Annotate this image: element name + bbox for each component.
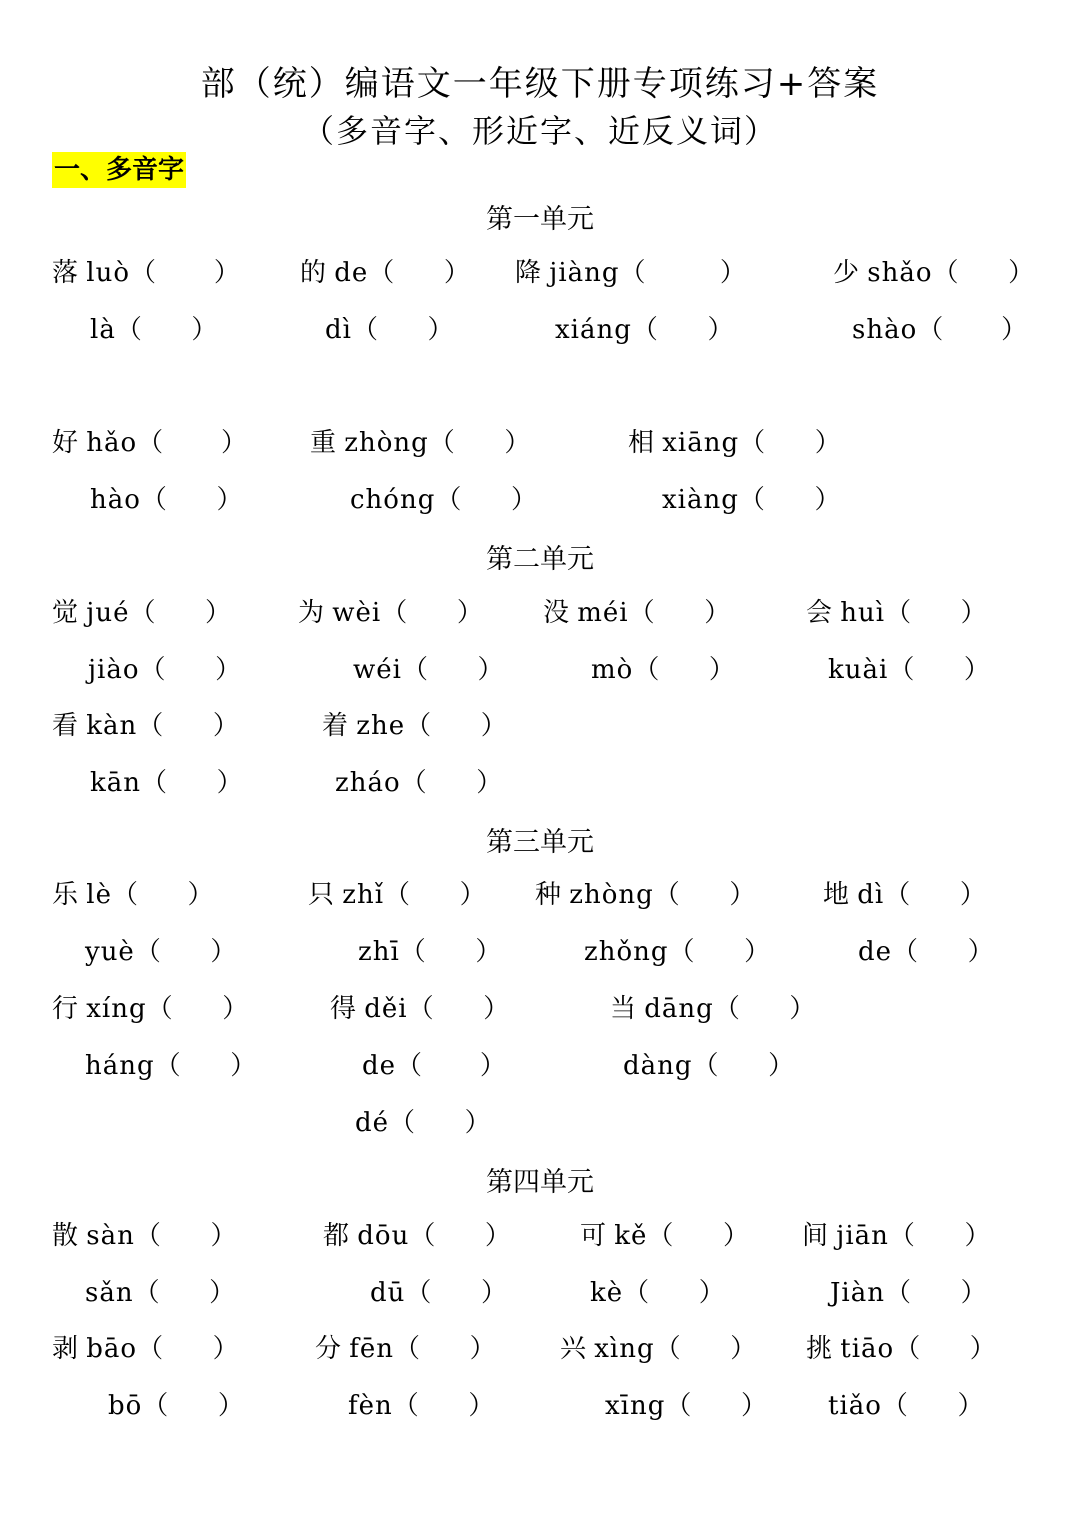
answer-blank[interactable]: （ ） bbox=[139, 655, 242, 685]
pinyin: lè bbox=[86, 880, 112, 910]
character: 可 bbox=[580, 1221, 615, 1251]
pinyin-entry bbox=[52, 596, 231, 630]
pinyin-entry bbox=[330, 992, 509, 1026]
pinyin: zhe bbox=[356, 711, 406, 741]
answer-blank[interactable]: （ ） bbox=[396, 1051, 506, 1081]
pinyin: shǎo bbox=[867, 258, 933, 288]
pinyin-entry bbox=[806, 1332, 996, 1366]
pinyin-entry bbox=[348, 1389, 494, 1423]
answer-blank[interactable]: （ ） bbox=[401, 655, 504, 685]
character: 间 bbox=[802, 1221, 837, 1251]
answer-blank[interactable]: （ ） bbox=[129, 598, 232, 628]
answer-blank[interactable]: （ ） bbox=[647, 1221, 750, 1251]
character: 看 bbox=[52, 711, 87, 741]
pinyin-entry bbox=[335, 766, 502, 800]
pinyin-entry bbox=[535, 878, 755, 912]
pinyin-entry bbox=[322, 709, 507, 743]
character: 觉 bbox=[52, 598, 87, 628]
pinyin-entry bbox=[90, 766, 243, 800]
pinyin-entry bbox=[584, 935, 770, 969]
answer-blank[interactable]: （ ） bbox=[892, 937, 994, 967]
answer-blank[interactable]: （ ） bbox=[140, 485, 243, 515]
pinyin-entry bbox=[300, 256, 470, 290]
pinyin: mò bbox=[591, 655, 634, 685]
pinyin-entry bbox=[830, 1276, 987, 1310]
pinyin: hǎo bbox=[86, 428, 138, 458]
pinyin-entry bbox=[628, 426, 841, 460]
pinyin-entry bbox=[828, 1389, 984, 1423]
answer-blank[interactable]: （ ） bbox=[111, 880, 214, 910]
character: 落 bbox=[52, 258, 87, 288]
pinyin-entry bbox=[591, 653, 735, 687]
pinyin: xíng bbox=[86, 994, 147, 1024]
pinyin-entry bbox=[308, 878, 486, 912]
character: 种 bbox=[535, 880, 570, 910]
pinyin-entry bbox=[353, 653, 504, 687]
pinyin: dì bbox=[857, 880, 885, 910]
answer-blank[interactable]: （ ） bbox=[917, 315, 1028, 345]
pinyin: xiāng bbox=[662, 428, 740, 458]
pinyin-entry bbox=[555, 313, 733, 347]
answer-blank[interactable]: （ ） bbox=[619, 258, 746, 288]
pinyin: xiáng bbox=[555, 315, 632, 345]
pinyin: wèi bbox=[332, 598, 382, 628]
pinyin: de bbox=[334, 258, 369, 288]
answer-blank[interactable]: （ ） bbox=[932, 258, 1035, 288]
answer-blank[interactable]: （ ） bbox=[885, 598, 987, 628]
pinyin: zhī bbox=[358, 937, 400, 967]
pinyin: zhǒng bbox=[584, 937, 669, 967]
answer-blank[interactable]: （ ） bbox=[881, 1391, 984, 1421]
character: 散 bbox=[52, 1221, 87, 1251]
unit-heading: 第四单元 bbox=[486, 1167, 594, 1198]
character: 没 bbox=[543, 598, 578, 628]
pinyin-entry bbox=[52, 709, 239, 743]
character: 重 bbox=[310, 428, 345, 458]
pinyin-entry bbox=[806, 596, 987, 630]
pinyin: yuè bbox=[85, 937, 135, 967]
answer-blank[interactable]: （ ） bbox=[134, 1221, 237, 1251]
pinyin: bō bbox=[108, 1391, 143, 1421]
pinyin-entry bbox=[580, 1219, 749, 1253]
answer-blank[interactable]: （ ） bbox=[631, 315, 734, 345]
pinyin-entry bbox=[52, 256, 240, 290]
pinyin-entry bbox=[52, 1332, 239, 1366]
pinyin: jiān bbox=[836, 1221, 889, 1251]
answer-blank[interactable]: （ ） bbox=[435, 485, 537, 515]
pinyin-entry bbox=[370, 1276, 507, 1310]
pinyin: là bbox=[90, 315, 116, 345]
pinyin-entry bbox=[90, 483, 243, 517]
pinyin-entry bbox=[543, 596, 730, 630]
pinyin-entry bbox=[358, 935, 501, 969]
character: 当 bbox=[610, 994, 645, 1024]
pinyin-entry bbox=[802, 1219, 990, 1253]
answer-blank[interactable]: （ ） bbox=[384, 880, 486, 910]
answer-blank[interactable]: （ ） bbox=[407, 994, 510, 1024]
pinyin-entry bbox=[858, 935, 994, 969]
pinyin: kàn bbox=[86, 711, 138, 741]
pinyin-entry bbox=[662, 483, 840, 517]
pinyin-entry bbox=[88, 653, 241, 687]
answer-blank[interactable]: （ ） bbox=[394, 1334, 496, 1364]
character: 为 bbox=[298, 598, 333, 628]
answer-blank[interactable]: （ ） bbox=[389, 1108, 491, 1138]
pinyin-entry bbox=[315, 1332, 496, 1366]
pinyin-entry bbox=[90, 313, 217, 347]
pinyin: Jiàn bbox=[830, 1278, 885, 1308]
pinyin: zhòng bbox=[344, 428, 429, 458]
answer-blank[interactable]: （ ） bbox=[628, 598, 731, 628]
pinyin-entry bbox=[85, 1276, 235, 1310]
pinyin-entry bbox=[85, 1049, 256, 1083]
pinyin: kě bbox=[614, 1221, 648, 1251]
pinyin-entry bbox=[610, 992, 815, 1026]
answer-blank[interactable]: （ ） bbox=[894, 1334, 996, 1364]
character: 都 bbox=[323, 1221, 358, 1251]
answer-blank[interactable]: （ ） bbox=[351, 315, 454, 345]
pinyin: xiàng bbox=[662, 485, 739, 515]
pinyin: sàn bbox=[86, 1221, 135, 1251]
pinyin: fēn bbox=[349, 1334, 395, 1364]
pinyin: huì bbox=[840, 598, 886, 628]
pinyin-entry bbox=[52, 992, 248, 1026]
answer-blank[interactable]: （ ） bbox=[405, 711, 507, 741]
unit-heading: 第一单元 bbox=[486, 204, 594, 235]
character: 挑 bbox=[806, 1334, 841, 1364]
pinyin-entry bbox=[823, 878, 986, 912]
pinyin: háng bbox=[85, 1051, 155, 1081]
pinyin: hào bbox=[90, 485, 141, 515]
pinyin-entry bbox=[52, 426, 247, 460]
answer-blank[interactable]: （ ） bbox=[428, 428, 531, 458]
pinyin: dé bbox=[355, 1108, 390, 1138]
answer-blank[interactable]: （ ） bbox=[133, 1278, 236, 1308]
answer-blank[interactable]: （ ） bbox=[668, 937, 771, 967]
pinyin-entry bbox=[605, 1389, 767, 1423]
answer-blank[interactable]: （ ） bbox=[137, 428, 248, 458]
answer-blank[interactable]: （ ） bbox=[884, 880, 986, 910]
pinyin: tiǎo bbox=[828, 1391, 882, 1421]
pinyin: shào bbox=[852, 315, 918, 345]
answer-blank[interactable]: （ ） bbox=[739, 428, 841, 458]
pinyin-entry bbox=[852, 313, 1027, 347]
section-heading: 一、多音字 bbox=[52, 152, 186, 188]
pinyin-entry bbox=[828, 653, 990, 687]
pinyin: sǎn bbox=[85, 1278, 134, 1308]
character: 分 bbox=[315, 1334, 350, 1364]
answer-blank[interactable]: （ ） bbox=[405, 1278, 507, 1308]
pinyin: de bbox=[858, 937, 893, 967]
pinyin: kān bbox=[90, 768, 142, 798]
answer-blank[interactable]: （ ） bbox=[399, 937, 502, 967]
pinyin-entry bbox=[590, 1276, 725, 1310]
pinyin: dàng bbox=[623, 1051, 693, 1081]
character: 行 bbox=[52, 994, 87, 1024]
pinyin: kuài bbox=[828, 655, 889, 685]
pinyin: zhòng bbox=[569, 880, 654, 910]
answer-blank[interactable]: （ ） bbox=[137, 1334, 239, 1364]
pinyin: de bbox=[362, 1051, 397, 1081]
pinyin-entry bbox=[623, 1049, 794, 1083]
page-subtitle: （多音字、形近字、近反义词） bbox=[301, 112, 778, 150]
character: 得 bbox=[330, 994, 365, 1024]
answer-blank[interactable]: （ ） bbox=[381, 598, 483, 628]
answer-blank[interactable]: （ ） bbox=[738, 485, 841, 515]
pinyin-entry bbox=[298, 596, 483, 630]
character: 地 bbox=[823, 880, 858, 910]
pinyin-entry bbox=[85, 935, 236, 969]
answer-blank[interactable]: （ ） bbox=[146, 994, 249, 1024]
pinyin: jiàng bbox=[549, 258, 620, 288]
pinyin: jiào bbox=[88, 655, 140, 685]
answer-blank[interactable]: （ ） bbox=[623, 1278, 725, 1308]
pinyin: děi bbox=[364, 994, 408, 1024]
answer-blank[interactable]: （ ） bbox=[154, 1051, 257, 1081]
pinyin-entry bbox=[833, 256, 1034, 290]
answer-blank[interactable]: （ ） bbox=[888, 655, 990, 685]
pinyin: luò bbox=[86, 258, 130, 288]
answer-blank[interactable]: （ ） bbox=[409, 1221, 511, 1251]
answer-blank[interactable]: （ ） bbox=[713, 994, 816, 1024]
character: 会 bbox=[806, 598, 841, 628]
pinyin: fèn bbox=[348, 1391, 393, 1421]
answer-blank[interactable]: （ ） bbox=[400, 768, 503, 798]
pinyin-entry bbox=[52, 1219, 236, 1253]
answer-blank[interactable]: （ ） bbox=[134, 937, 237, 967]
pinyin-entry bbox=[350, 483, 537, 517]
unit-heading: 第三单元 bbox=[486, 827, 594, 858]
pinyin-entry bbox=[355, 1106, 491, 1140]
answer-blank[interactable]: （ ） bbox=[884, 1278, 987, 1308]
pinyin: dōu bbox=[357, 1221, 410, 1251]
pinyin: tiāo bbox=[840, 1334, 895, 1364]
pinyin: xìng bbox=[594, 1334, 655, 1364]
answer-blank[interactable]: （ ） bbox=[888, 1221, 991, 1251]
answer-blank[interactable]: （ ） bbox=[692, 1051, 795, 1081]
pinyin: chóng bbox=[350, 485, 436, 515]
answer-blank[interactable]: （ ） bbox=[633, 655, 735, 685]
answer-blank[interactable]: （ ） bbox=[368, 258, 470, 288]
character: 好 bbox=[52, 428, 87, 458]
answer-blank[interactable]: （ ） bbox=[115, 315, 218, 345]
pinyin-entry bbox=[310, 426, 530, 460]
character: 剥 bbox=[52, 1334, 87, 1364]
pinyin-entry bbox=[108, 1389, 244, 1423]
pinyin: zháo bbox=[335, 768, 401, 798]
pinyin: jué bbox=[86, 598, 130, 628]
character: 着 bbox=[322, 711, 357, 741]
character: 只 bbox=[308, 880, 343, 910]
character: 的 bbox=[300, 258, 335, 288]
pinyin-entry bbox=[323, 1219, 511, 1253]
pinyin-entry bbox=[560, 1332, 756, 1366]
pinyin-entry bbox=[515, 256, 746, 290]
character: 相 bbox=[628, 428, 663, 458]
unit-heading: 第二单元 bbox=[486, 544, 594, 575]
answer-blank[interactable]: （ ） bbox=[141, 768, 243, 798]
pinyin: dū bbox=[370, 1278, 406, 1308]
answer-blank[interactable]: （ ） bbox=[654, 1334, 757, 1364]
pinyin-entry bbox=[52, 878, 214, 912]
answer-blank[interactable]: （ ） bbox=[129, 258, 240, 288]
pinyin: dì bbox=[325, 315, 352, 345]
character: 兴 bbox=[560, 1334, 595, 1364]
pinyin: zhǐ bbox=[342, 880, 385, 910]
page-title: 部（统）编语文一年级下册专项练习+答案 bbox=[200, 64, 880, 104]
answer-blank[interactable]: （ ） bbox=[137, 711, 239, 741]
answer-blank[interactable]: （ ） bbox=[665, 1391, 767, 1421]
pinyin: xīng bbox=[605, 1391, 666, 1421]
pinyin: kè bbox=[590, 1278, 624, 1308]
character: 乐 bbox=[52, 880, 87, 910]
answer-blank[interactable]: （ ） bbox=[653, 880, 756, 910]
character: 少 bbox=[833, 258, 868, 288]
answer-blank[interactable]: （ ） bbox=[142, 1391, 244, 1421]
pinyin: méi bbox=[577, 598, 629, 628]
pinyin: wéi bbox=[353, 655, 402, 685]
answer-blank[interactable]: （ ） bbox=[392, 1391, 495, 1421]
character: 降 bbox=[515, 258, 550, 288]
pinyin: bāo bbox=[86, 1334, 138, 1364]
pinyin-entry bbox=[362, 1049, 506, 1083]
pinyin-entry bbox=[325, 313, 454, 347]
pinyin: dāng bbox=[644, 994, 714, 1024]
